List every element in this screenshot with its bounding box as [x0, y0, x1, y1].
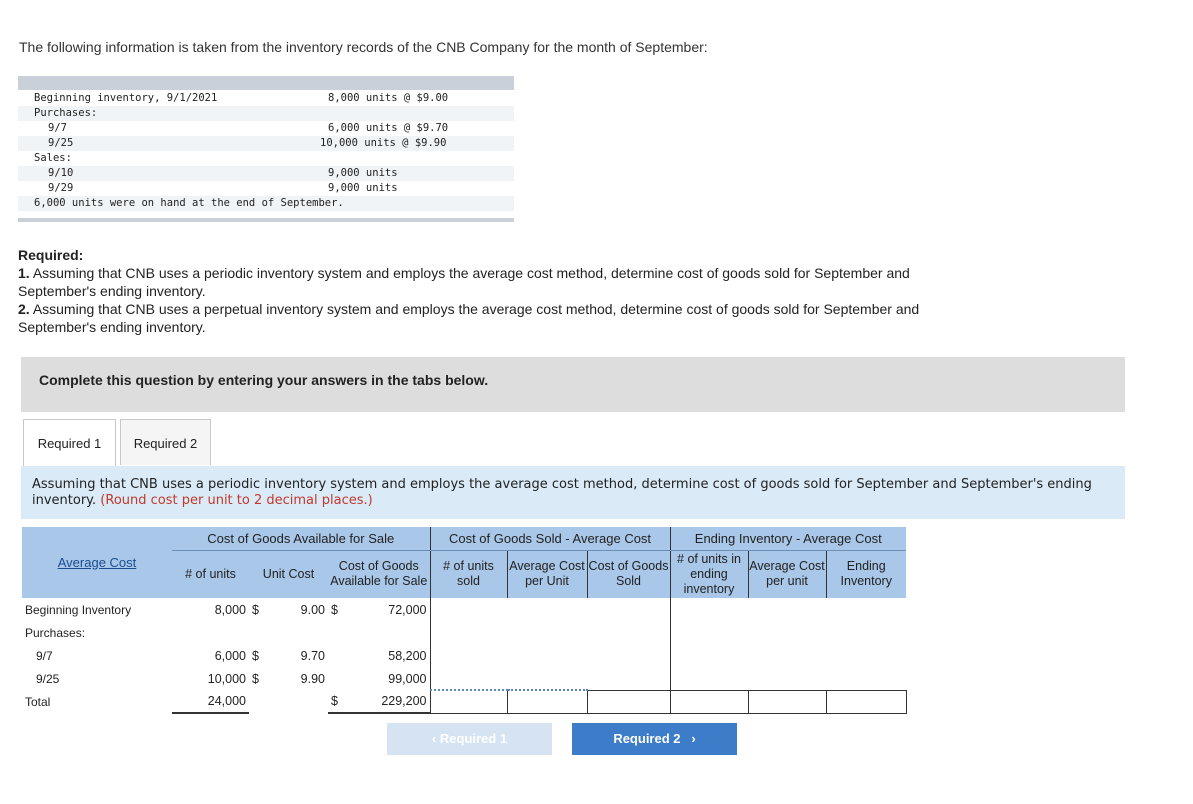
units-sold-input[interactable] — [430, 690, 507, 713]
records-row-sale-2 — [18, 181, 514, 196]
purchase-1-total: 58,200 — [388, 648, 427, 663]
ending-blank-area — [670, 598, 906, 690]
required-item-1 — [18, 264, 948, 300]
total-units: 24,000 — [172, 690, 249, 713]
purchase-2-total-currency-blank — [328, 667, 353, 690]
beginning-unit-cost-currency: $ — [252, 602, 259, 617]
group-available-header: Cost of Goods Available for Sale — [172, 527, 430, 550]
col-cogs-header: Cost of Goods Sold — [587, 550, 670, 598]
purchase-1-value: 6,000 units @ $9.70 — [328, 122, 449, 134]
tab-required-2[interactable]: Required 2 — [120, 419, 211, 465]
records-bottom-bar — [18, 218, 514, 222]
col-avg-cost-header: Average Cost per Unit — [507, 550, 587, 598]
units-ending-input[interactable] — [670, 690, 748, 713]
required-item-1-text: Assuming that CNB uses a periodic inventory system and employs the average cost method, determine cost of goods sold for September and September's ending inventory. — [18, 265, 910, 299]
purchase-1-total-currency-blank — [328, 644, 353, 667]
sales-label: Sales: — [34, 152, 72, 164]
required-item-1-num: 1. — [18, 265, 30, 281]
beginning-label: Beginning inventory, 9/1/2021 — [34, 92, 218, 104]
required-section — [18, 246, 948, 336]
purchase-2-unit-cost: 9.90 — [300, 671, 325, 686]
tab-instruction — [21, 466, 1125, 519]
sale-2-value: 9,000 units — [328, 182, 398, 194]
col-avg-cost-unit-header: Average Cost per unit — [748, 550, 826, 598]
records-row-purchases — [18, 106, 514, 121]
records-row-purchase-1 — [18, 121, 514, 136]
purchase-1-unit-cost-currency: $ — [252, 648, 259, 663]
cogs-total-cell — [587, 690, 670, 713]
col-units-ending-header: # of units in ending inventory — [670, 550, 748, 598]
col-ending-header: Ending Inventory — [826, 550, 906, 598]
records-top-bar — [18, 76, 514, 90]
ending-note: 6,000 units were on hand at the end of September. — [34, 197, 344, 209]
instruction-banner — [21, 357, 1125, 412]
required-item-2-num: 2. — [18, 301, 30, 317]
purchase-1-date: 9/7 — [48, 122, 67, 134]
beginning-value: 8,000 units @ $9.00 — [328, 92, 449, 104]
total-cogas: 229,200 — [353, 690, 430, 713]
row-label-beginning: Beginning Inventory — [25, 602, 132, 617]
purchase-2-unit-cost-currency: $ — [252, 671, 259, 686]
col-unit-cost-header: Unit Cost — [249, 550, 328, 598]
beginning-total: 72,000 — [388, 602, 427, 617]
avg-cost-per-unit-ending-input[interactable] — [748, 690, 826, 713]
purchase-2-date: 9/25 — [48, 137, 74, 149]
row-label-purchases: Purchases: — [25, 625, 86, 640]
total-unit-cost-blank — [249, 690, 328, 713]
row-label-total: Total — [25, 694, 51, 709]
next-required-button[interactable] — [572, 723, 737, 755]
tab-required-1[interactable]: Required 1 — [23, 419, 116, 466]
beginning-unit-cost: 9.00 — [300, 602, 325, 617]
avg-cost-per-unit-input[interactable] — [507, 690, 587, 713]
total-currency: $ — [328, 690, 353, 713]
intro-text: The following information is taken from the inventory records of the CNB Company for the month of September: — [19, 39, 708, 55]
banner-text: Complete this question by entering your answers in the tabs below. — [39, 372, 489, 388]
records-row-sales — [18, 151, 514, 166]
row-label-purchase-2: 9/25 — [36, 671, 60, 686]
row-label-purchase-1: 9/7 — [36, 648, 53, 663]
table-row-beginning — [22, 598, 906, 621]
cogs-blank-area — [430, 598, 670, 690]
purchases-label: Purchases: — [34, 107, 98, 119]
sale-1-date: 9/10 — [48, 167, 74, 179]
required-item-2 — [18, 300, 948, 336]
chevron-left-icon: ‹ — [431, 731, 437, 746]
prev-button-label: Required 1 — [439, 731, 508, 746]
beginning-units: 8,000 — [214, 602, 246, 617]
records-row-sale-1 — [18, 166, 514, 181]
records-row-purchase-2 — [18, 136, 514, 151]
inventory-records-box — [18, 76, 514, 222]
ending-inventory-total-cell — [826, 690, 906, 713]
row-header-cell — [22, 527, 172, 598]
purchase-2-total: 99,000 — [388, 671, 427, 686]
instruction-text: Assuming that CNB uses a periodic inventory system and employs the average cost method, determine cost of goods sold for September and September's ending inventory. — [32, 477, 1092, 508]
sale-1-value: 9,000 units — [328, 167, 398, 179]
group-sold-header: Cost of Goods Sold - Average Cost — [430, 527, 670, 550]
purchase-2-value: 10,000 units @ $9.90 — [320, 137, 447, 149]
sale-2-date: 9/29 — [48, 182, 74, 194]
prev-required-button[interactable] — [387, 723, 552, 755]
col-cogas-header: Cost of Goods Available for Sale — [328, 550, 430, 598]
average-cost-link[interactable]: Average Cost — [57, 554, 137, 570]
purchase-1-unit-cost: 9.70 — [300, 648, 325, 663]
col-units-header: # of units — [172, 550, 249, 598]
purchase-2-units: 10,000 — [207, 671, 246, 686]
col-units-sold-header: # of units sold — [430, 550, 507, 598]
average-cost-table — [22, 527, 907, 714]
required-item-2-text: Assuming that CNB uses a perpetual inventory system and employs the average cost method, determine cost of goods sold for September and September's ending inventory. — [18, 301, 920, 335]
header-group-row — [22, 527, 906, 550]
table-row-total — [22, 690, 906, 713]
next-button-label: Required 2 — [613, 731, 681, 746]
chevron-right-icon: › — [684, 731, 696, 746]
purchases-blank — [172, 621, 430, 644]
records-row-ending — [18, 196, 514, 211]
records-row-beginning — [18, 91, 514, 106]
beginning-total-currency: $ — [331, 602, 338, 617]
instruction-note: (Round cost per unit to 2 decimal places.) — [100, 493, 373, 508]
required-heading: Required: — [18, 247, 84, 263]
group-ending-header: Ending Inventory - Average Cost — [670, 527, 906, 550]
purchase-1-units: 6,000 — [214, 648, 246, 663]
